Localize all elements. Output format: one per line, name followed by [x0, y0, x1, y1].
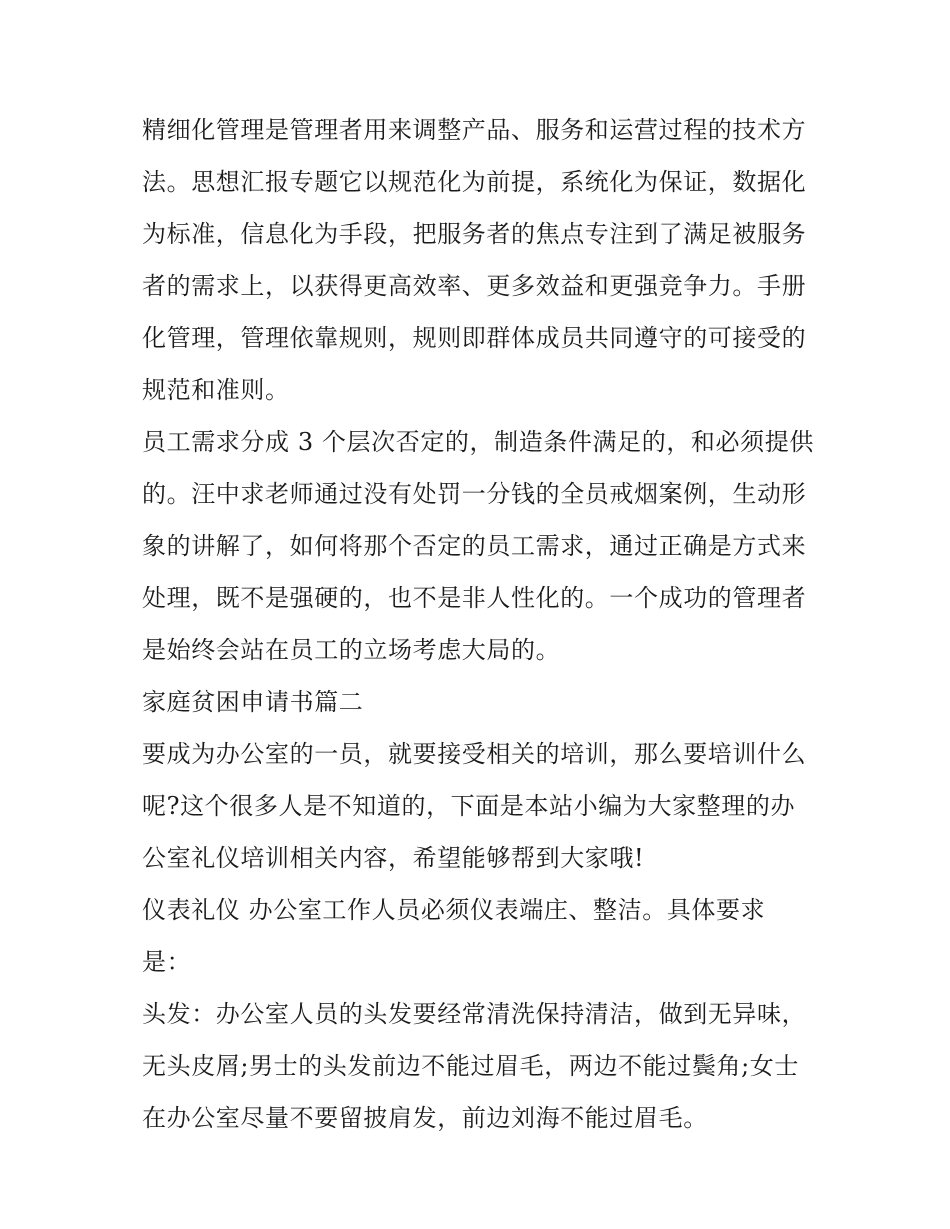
- text-line: 无头皮屑;男士的头发前边不能过眉毛，两边不能过鬓角;女士: [142, 1052, 799, 1080]
- text-line: 公室礼仪培训相关内容，希望能够帮到大家哦!: [142, 844, 645, 872]
- text-line: 要成为办公室的一员，就要接受相关的培训，那么要培训什么: [142, 740, 807, 768]
- paragraph-hair-requirements: [142, 988, 814, 1144]
- paragraph-refined-management: [142, 104, 814, 416]
- text-line: 在办公室尽量不要留披肩发，前边刘海不能过眉毛。: [142, 1104, 708, 1132]
- text-line: 精细化管理是管理者用来调整产品、服务和运营过程的技术方: [142, 116, 807, 144]
- section-heading: [142, 676, 814, 728]
- text-line: 员工需求分成 3 个层次否定的，制造条件满足的，和必须提供: [142, 428, 814, 456]
- text-line: 处理，既不是强硬的，也不是非人性化的。一个成功的管理者: [142, 584, 807, 612]
- paragraph-office-training-intro: [142, 728, 814, 884]
- text-line: 头发：办公室人员的头发要经常清洗保持清洁，做到无异味，: [142, 1000, 807, 1028]
- document-page: [142, 104, 814, 1144]
- text-line: 是：: [142, 948, 192, 976]
- text-line: 仪表礼仪 办公室工作人员必须仪表端庄、整洁。具体要求: [142, 896, 766, 924]
- text-line: 者的需求上，以获得更高效率、更多效益和更强竞争力。手册: [142, 272, 807, 300]
- paragraph-appearance-etiquette: [142, 884, 814, 988]
- section-title: 家庭贫困申请书篇二: [142, 688, 364, 716]
- text-line: 化管理，管理依靠规则，规则即群体成员共同遵守的可接受的: [142, 324, 807, 352]
- text-line: 规范和准则。: [142, 376, 290, 404]
- text-line: 呢?这个很多人是不知道的，下面是本站小编为大家整理的办: [142, 792, 796, 820]
- paragraph-employee-needs: [142, 416, 814, 676]
- text-line: 象的讲解了，如何将那个否定的员工需求，通过正确是方式来: [142, 532, 807, 560]
- text-line: 为标准，信息化为手段，把服务者的焦点专注到了满足被服务: [142, 220, 807, 248]
- text-line: 的。汪中求老师通过没有处罚一分钱的全员戒烟案例，生动形: [142, 480, 807, 508]
- text-line: 法。思想汇报专题它以规范化为前提，系统化为保证，数据化: [142, 168, 807, 196]
- text-line: 是始终会站在员工的立场考虑大局的。: [142, 636, 561, 664]
